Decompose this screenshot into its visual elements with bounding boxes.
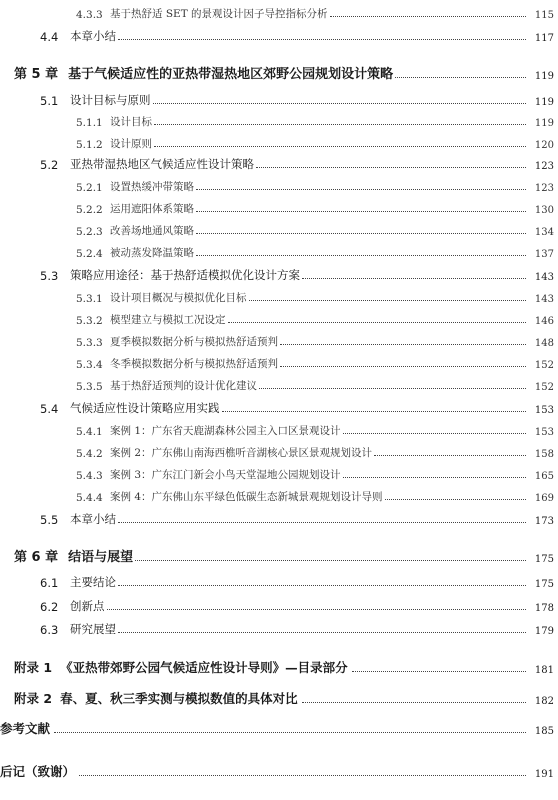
toc-entry-page-number: 158	[534, 449, 554, 460]
toc-entry-title: 案例 4：广东佛山东平绿色低碳生态新城景观规划设计导则	[110, 491, 383, 503]
toc-entry-number: 5.4.4	[76, 492, 103, 504]
toc-entry-title: 本章小结	[70, 29, 116, 43]
toc-dot-leader	[154, 145, 526, 147]
toc-entry[interactable]	[0, 174, 558, 194]
toc-entry-title: 后记（致谢）	[0, 764, 76, 779]
toc-entry-page-number: 130	[534, 205, 554, 216]
toc-dot-leader	[118, 584, 526, 586]
toc-entry[interactable]	[0, 131, 558, 151]
toc-entry-page-number: 169	[534, 493, 554, 504]
toc-entry-page-number: 165	[534, 471, 554, 482]
toc-entry-title: 案例 3：广东江门新会小鸟天堂湿地公园规划设计	[110, 469, 341, 481]
toc-dot-leader	[330, 15, 526, 17]
toc-entry-page-number: 178	[534, 603, 554, 614]
toc-dot-leader	[343, 432, 526, 434]
toc-dot-leader	[280, 343, 526, 345]
toc-entry-page-number: 152	[534, 382, 554, 393]
toc-entry-page-number: 137	[534, 249, 554, 260]
toc-entry-number: 5.2	[40, 158, 59, 172]
toc-dot-leader	[259, 387, 526, 389]
toc-entry-title: 设置热缓冲带策略	[110, 181, 194, 193]
toc-entry-number: 5.4	[40, 402, 59, 416]
toc-entry-page-number: 153	[534, 405, 554, 416]
toc-entry[interactable]	[0, 418, 558, 438]
toc-entry-title: 创新点	[70, 599, 105, 613]
toc-dot-leader	[118, 631, 526, 633]
toc-entry-page-number: 134	[534, 227, 554, 238]
toc-entry-page-number: 146	[534, 316, 554, 327]
toc-entry-title: 基于气候适应性的亚热带湿热地区郊野公园规划设计策略	[68, 67, 394, 82]
toc-dot-leader	[154, 123, 526, 125]
toc-dot-leader	[249, 299, 527, 301]
toc-entry-title: 基于热舒适 SET 的景观设计因子导控指标分析	[110, 8, 328, 20]
toc-entry-number: 5.2.1	[76, 182, 103, 194]
toc-entry-number: 6.1	[40, 576, 59, 590]
toc-entry-number: 5.1.1	[76, 117, 103, 129]
toc-entry-page-number: 119	[534, 97, 554, 108]
toc-entry-title: 主要结论	[70, 575, 116, 589]
toc-dot-leader	[196, 188, 526, 190]
toc-dot-leader	[135, 559, 526, 561]
toc-entry-title: 亚热带湿热地区气候适应性设计策略	[70, 157, 254, 171]
toc-entry[interactable]	[0, 263, 558, 283]
toc-entry[interactable]	[0, 507, 558, 527]
toc-dot-leader	[352, 670, 526, 672]
toc-entry-page-number: 173	[534, 516, 554, 527]
toc-entry-title: 设计项目概况与模拟优化目标	[110, 292, 247, 304]
toc-entry-number: 4.4	[40, 30, 59, 44]
toc-entry-page-number: 175	[534, 554, 554, 565]
toc-entry[interactable]	[0, 594, 558, 614]
toc-entry[interactable]	[0, 617, 558, 637]
toc-entry-page-number: 179	[534, 626, 554, 637]
toc-entry-number: 5.3.5	[76, 381, 103, 393]
toc-entry[interactable]	[0, 373, 558, 393]
toc-entry-title: 模型建立与模拟工况设定	[110, 314, 226, 326]
toc-entry-title: 设计原则	[110, 138, 152, 150]
toc-entry[interactable]	[0, 152, 558, 172]
toc-entry-page-number: 191	[534, 769, 554, 780]
toc-entry-number: 5.3.3	[76, 337, 103, 349]
toc-entry-page-number: 152	[534, 360, 554, 371]
toc-entry-number: 5.1	[40, 94, 59, 108]
toc-dot-leader	[79, 774, 526, 776]
toc-entry-title: 研究展望	[70, 622, 116, 636]
toc-entry-title: 冬季模拟数据分析与模拟热舒适预判	[110, 358, 278, 370]
toc-dot-leader	[302, 277, 526, 279]
toc-entry-page-number: 119	[534, 118, 554, 129]
toc-entry[interactable]	[0, 62, 558, 82]
toc-dot-leader	[302, 701, 526, 703]
toc-entry-number: 6.2	[40, 600, 59, 614]
toc-entry[interactable]	[0, 656, 558, 676]
toc-entry-title: 设计目标	[110, 116, 152, 128]
toc-entry-number: 6.3	[40, 623, 59, 637]
toc-entry-title: 本章小结	[70, 512, 116, 526]
toc-entry-page-number: 143	[534, 272, 554, 283]
toc-entry-page-number: 185	[534, 726, 554, 737]
toc-dot-leader	[107, 608, 527, 610]
toc-entry-number: 第 6 章	[14, 550, 59, 565]
toc-entry-title: 基于热舒适预判的设计优化建议	[110, 380, 257, 392]
toc-dot-leader	[118, 521, 526, 523]
toc-entry-number: 附录 1	[14, 660, 53, 675]
toc-entry-title: 气候适应性设计策略应用实践	[70, 401, 220, 415]
toc-entry-title: 案例 2：广东佛山南海西樵听音湖核心景区景观规划设计	[110, 447, 373, 459]
toc-entry-number: 5.3.2	[76, 315, 103, 327]
toc-entry[interactable]	[0, 88, 558, 108]
toc-dot-leader	[222, 410, 527, 412]
toc-entry[interactable]	[0, 440, 558, 460]
toc-entry-title: 夏季模拟数据分析与模拟热舒适预判	[110, 336, 278, 348]
toc-dot-leader	[256, 166, 526, 168]
toc-entry-number: 5.1.2	[76, 139, 103, 151]
toc-entry-title: 策略应用途径：基于热舒适模拟优化设计方案	[70, 268, 300, 282]
toc-entry-page-number: 148	[534, 338, 554, 349]
toc-entry-page-number: 123	[534, 161, 554, 172]
toc-dot-leader	[153, 102, 527, 104]
toc-entry-title: 参考文献	[0, 721, 51, 736]
toc-entry-number: 5.4.2	[76, 448, 103, 460]
toc-entry[interactable]	[0, 570, 558, 590]
toc-entry-number: 5.2.3	[76, 226, 103, 238]
toc-dot-leader	[395, 76, 526, 78]
toc-entry-page-number: 119	[534, 71, 554, 82]
toc-entry[interactable]	[0, 1, 558, 21]
toc-entry[interactable]	[0, 24, 558, 44]
toc-entry[interactable]	[0, 285, 558, 305]
toc-dot-leader	[228, 321, 527, 323]
toc-entry-number: 5.4.3	[76, 470, 103, 482]
toc-entry-title: 被动蒸发降温策略	[110, 247, 194, 259]
toc-entry-number: 5.2.2	[76, 204, 103, 216]
toc-entry-page-number: 123	[534, 183, 554, 194]
toc-dot-leader	[280, 365, 526, 367]
toc-dot-leader	[385, 498, 526, 500]
toc-entry-number: 5.4.1	[76, 426, 103, 438]
toc-dot-leader	[118, 38, 526, 40]
toc-dot-leader	[196, 210, 526, 212]
toc-entry-title: 改善场地通风策略	[110, 225, 194, 237]
toc-entry[interactable]	[0, 196, 558, 216]
toc-dot-leader	[54, 731, 526, 733]
toc-dot-leader	[374, 454, 526, 456]
toc-entry[interactable]	[0, 484, 558, 504]
toc-entry[interactable]	[0, 218, 558, 238]
toc-entry[interactable]	[0, 351, 558, 371]
toc-entry-page-number: 182	[534, 696, 554, 707]
toc-entry-number: 4.3.3	[76, 9, 103, 21]
toc-entry-number: 第 5 章	[14, 67, 59, 82]
toc-entry-page-number: 181	[534, 665, 554, 676]
toc-entry-number: 附录 2	[14, 691, 53, 706]
toc-entry-number: 5.3.1	[76, 293, 103, 305]
toc-entry-title: 春、夏、秋三季实测与模拟数值的具体对比	[60, 691, 298, 706]
toc-entry[interactable]	[0, 329, 558, 349]
toc-entry[interactable]	[0, 396, 558, 416]
toc-entry-number: 5.2.4	[76, 248, 103, 260]
toc-entry[interactable]	[0, 717, 558, 737]
toc-entry[interactable]	[0, 109, 558, 129]
toc-entry[interactable]	[0, 687, 558, 707]
toc-entry-page-number: 143	[534, 294, 554, 305]
toc-entry-title: 设计目标与原则	[70, 93, 151, 107]
toc-dot-leader	[343, 476, 526, 478]
toc-entry-number: 5.5	[40, 513, 59, 527]
toc-dot-leader	[196, 254, 526, 256]
toc-entry-number: 5.3	[40, 269, 59, 283]
toc-entry[interactable]	[0, 545, 558, 565]
toc-entry-title: 《亚热带郊野公园气候适应性设计导则》—目录部分	[60, 660, 348, 675]
toc-entry-page-number: 120	[534, 140, 554, 151]
toc-entry[interactable]	[0, 462, 558, 482]
toc-entry-page-number: 115	[534, 10, 554, 21]
toc-entry[interactable]	[0, 307, 558, 327]
toc-entry[interactable]	[0, 760, 558, 780]
toc-entry-title: 案例 1：广东省天鹿湖森林公园主入口区景观设计	[110, 425, 341, 437]
toc-dot-leader	[196, 232, 526, 234]
toc-entry[interactable]	[0, 240, 558, 260]
toc-entry-title: 运用遮阳体系策略	[110, 203, 194, 215]
toc-entry-page-number: 175	[534, 579, 554, 590]
toc-entry-title: 结语与展望	[68, 550, 134, 565]
toc-entry-page-number: 117	[534, 33, 554, 44]
toc-entry-page-number: 153	[534, 427, 554, 438]
toc-entry-number: 5.3.4	[76, 359, 103, 371]
